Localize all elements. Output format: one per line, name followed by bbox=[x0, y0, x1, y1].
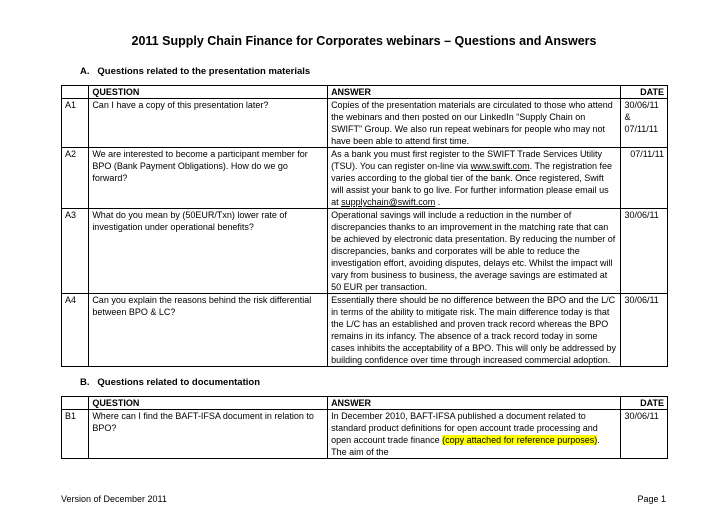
footer-page-number: Page 1 bbox=[637, 494, 666, 504]
row-question: We are interested to become a participant member for BPO (Bank Payment Obligations). How do we go forward? bbox=[89, 148, 328, 209]
questions-table-b bbox=[61, 396, 668, 459]
header-answer: ANSWER bbox=[328, 86, 621, 99]
answer-text: . bbox=[435, 197, 441, 207]
supplychain-email-link[interactable]: supplychain@swift.com bbox=[341, 197, 436, 207]
row-question: What do you mean by (50EUR/Txn) lower rate of investigation under operational benefits? bbox=[89, 209, 328, 294]
section-a-heading bbox=[80, 66, 310, 77]
row-id: A1 bbox=[62, 99, 89, 148]
row-answer: Essentially there should be no difference between the BPO and the L/C in terms of the ability to mitigate risk. The main difference today is that the L/C has an established and proven track record whereas the BPO remains in its infancy. The absence of a track record today in some cases inhibits the acceptability of a BPO. This will only be addressed by building confidence over time through increased commercial adoption. bbox=[328, 294, 621, 367]
header-date: DATE bbox=[621, 86, 668, 99]
answer-text: . The registration fee varies according to the global tier of the bank. Once registered, Swift will assist your bank to go live. For further information please email us at bbox=[331, 161, 613, 207]
table-row bbox=[62, 209, 668, 294]
row-question: Can I have a copy of this presentation later? bbox=[89, 99, 328, 148]
section-b-title: Questions related to documentation bbox=[97, 377, 260, 388]
answer-text: As a bank you must first register to the SWIFT Trade Services Utility (TSU). You can register on-line via bbox=[331, 149, 602, 171]
questions-table-a bbox=[61, 85, 668, 367]
row-id: A2 bbox=[62, 148, 89, 209]
header-answer: ANSWER bbox=[328, 397, 621, 410]
row-question: Where can I find the BAFT-IFSA document in relation to BPO? bbox=[89, 410, 328, 459]
header-id bbox=[62, 86, 89, 99]
row-answer bbox=[328, 148, 621, 209]
document-title: 2011 Supply Chain Finance for Corporates webinars – Questions and Answers bbox=[131, 34, 597, 48]
section-a-title: Questions related to the presentation materials bbox=[97, 66, 311, 77]
highlighted-attachment-note: (copy attached for reference purposes) bbox=[442, 435, 598, 445]
swift-website-link[interactable]: www.swift.com bbox=[470, 161, 530, 171]
row-answer bbox=[328, 410, 621, 459]
row-answer: Copies of the presentation materials are circulated to those who attend the webinars and then posted on our LinkedIn “Supply Chain on SWIFT” Group. We also run repeat webinars for people who may not have been able to attend first time. bbox=[328, 99, 621, 148]
header-question: QUESTION bbox=[89, 86, 328, 99]
table-row bbox=[62, 99, 668, 148]
table-header-row bbox=[62, 397, 668, 410]
row-id: A4 bbox=[62, 294, 89, 367]
row-answer: Operational savings will include a reduction in the number of discrepancies thanks to an improvement in the matching rate that can be achieved by electronic data presentation. By reducing the number of discrepancies, banks and corporates will be able to reduce the investigation effort, avoiding disputes, delays etc. Whilst the impact will vary from business to business, the average savings are estimated at 50 EUR per transaction. bbox=[328, 209, 621, 294]
row-id: A3 bbox=[62, 209, 89, 294]
table-header-row bbox=[62, 86, 668, 99]
row-date: 07/11/11 bbox=[621, 148, 668, 209]
row-date: 30/06/11 bbox=[621, 209, 668, 294]
section-b-heading bbox=[80, 377, 260, 388]
section-b-label: B. bbox=[80, 377, 90, 388]
header-question: QUESTION bbox=[89, 397, 328, 410]
answer-text: In December 2010, BAFT-IFSA published a document related to standard product definitions for open account trade processing and open account trade finance bbox=[331, 411, 598, 445]
section-a-label: A. bbox=[80, 66, 90, 77]
row-date: 30/06/11 & 07/11/11 bbox=[621, 99, 668, 148]
table-row bbox=[62, 410, 668, 459]
row-date: 30/06/11 bbox=[621, 294, 668, 367]
row-id: B1 bbox=[62, 410, 89, 459]
row-date: 30/06/11 bbox=[621, 410, 668, 459]
row-question: Can you explain the reasons behind the risk differential between BPO & LC? bbox=[89, 294, 328, 367]
table-row bbox=[62, 148, 668, 209]
header-date: DATE bbox=[621, 397, 668, 410]
table-row bbox=[62, 294, 668, 367]
header-id bbox=[62, 397, 89, 410]
answer-text: . The aim of the bbox=[331, 435, 600, 457]
footer-version: Version of December 2011 bbox=[61, 494, 167, 504]
